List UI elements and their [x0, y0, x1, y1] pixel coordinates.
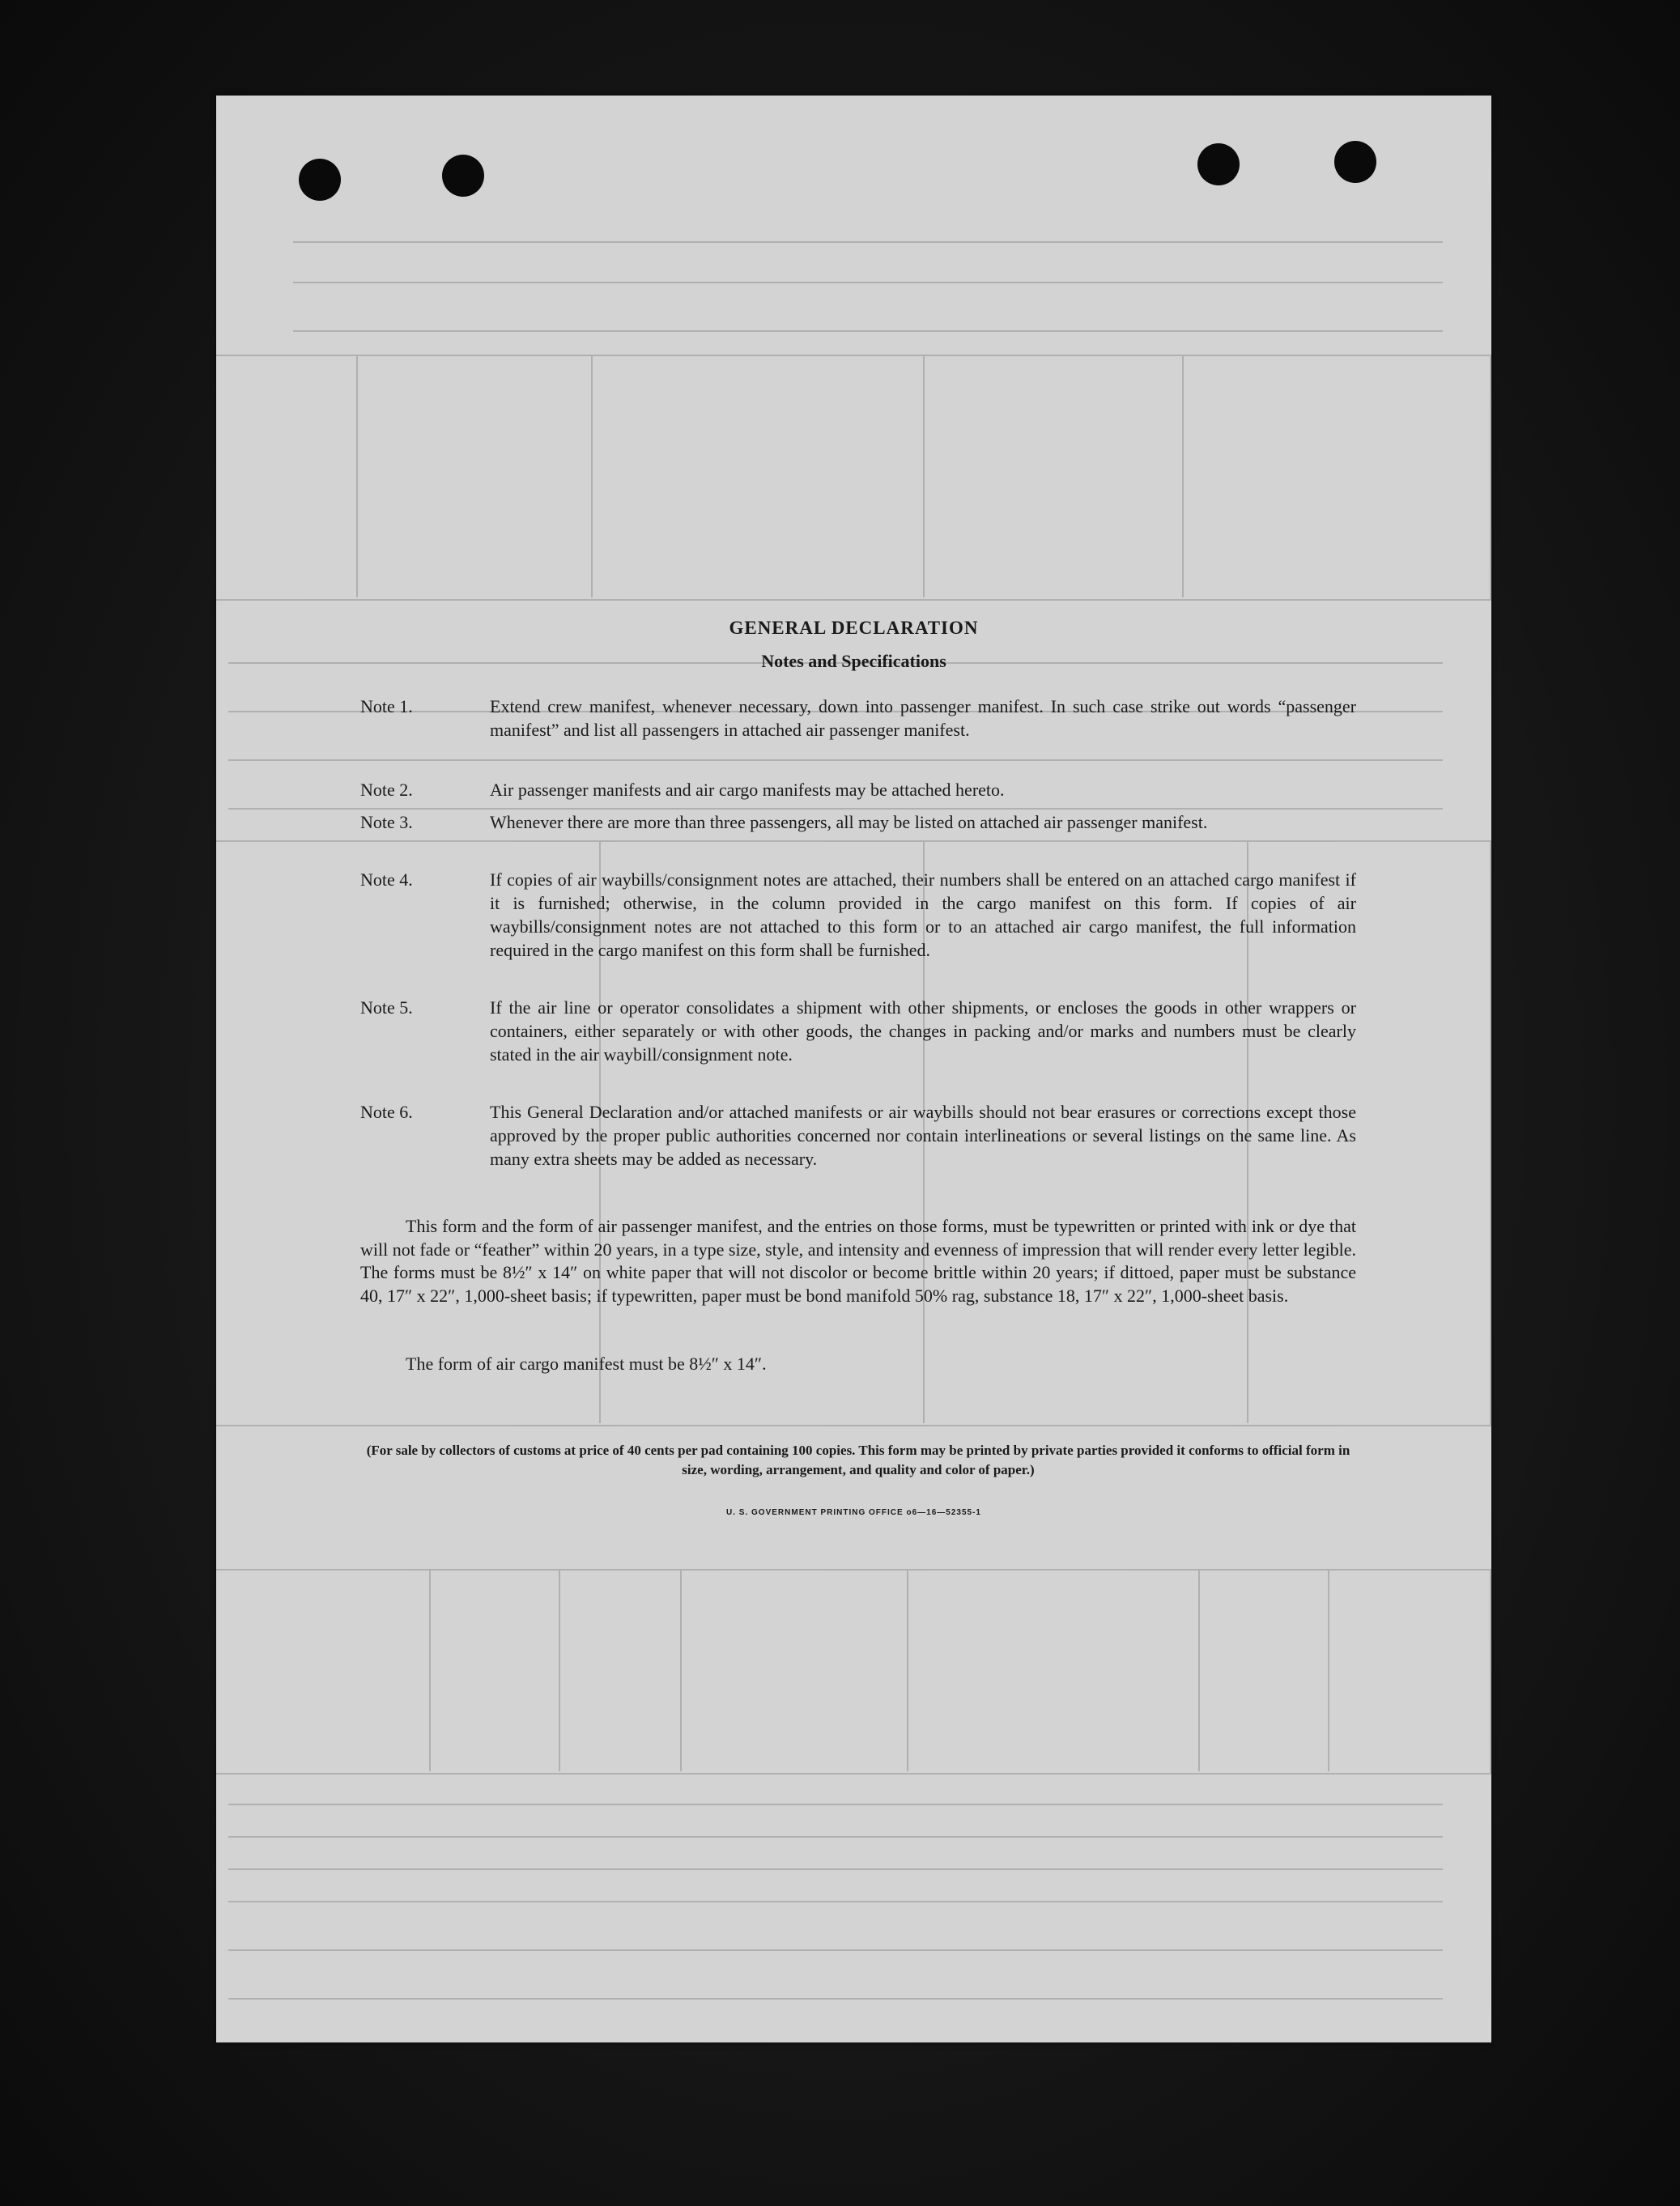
note-1-label: Note 1.: [360, 696, 413, 716]
form-requirements-paragraph: This form and the form of air passenger manifest, and the entries on those forms, must be typewritten or printed with ink or dye that will not fade or “feather” within 20 years, in a type size, style, and intensity and evenness of impression that will render every letter legible. The forms must be 8½″ x 14″ on white paper that will not discolor or become brittle within 20 years; if dittoed, paper must be substance 40, 17″ x 22″, 1,000-sheet basis; if typewritten, paper must be bond manifold 50% rag, substance 18, 17″ x 22″, 1,000-sheet basis.: [360, 1216, 1356, 1306]
sale-notice: (For sale by collectors of customs at price of 40 cents per pad containing 100 copies. This form may be printed by private parties provided it conforms to official form in size, wording, arrangement, and quality and color of paper.): [366, 1443, 1350, 1477]
note-6-label: Note 6.: [360, 1102, 413, 1122]
note-5: [360, 996, 1356, 1066]
note-6-text: This General Declaration and/or attached manifests or air waybills should not bear erasures or corrections except those approved by the proper public authorities concerned nor contain interlineations or several listings on the same line. As many extra sheets may be added as necessary.: [490, 1102, 1356, 1169]
note-3-label: Note 3.: [360, 812, 413, 832]
note-5-text: If the air line or operator consolidates a shipment with other shipments, or encloses the goods in other wrappers or containers, either separately or with other goods, the changes in packing and/or marks and numbers must be clearly stated in the air waybill/consignment note.: [490, 997, 1356, 1065]
note-4-text: If copies of air waybills/consignment notes are attached, their numbers shall be entered on an attached cargo manifest if it is furnished; otherwise, in the column provided in the cargo manifest on this form. If copies of air waybills/consignment notes are not attached to this form or to an attached air cargo manifest, the full information required in the cargo manifest on this form shall be furnished.: [490, 869, 1356, 960]
cargo-manifest-size-line: The form of air cargo manifest must be 8½″ x 14″.: [406, 1354, 767, 1374]
note-2-text: Air passenger manifests and air cargo manifests may be attached hereto.: [490, 780, 1005, 800]
note-2-label: Note 2.: [360, 780, 413, 800]
note-2: [360, 778, 1356, 801]
declaration-notes: [216, 96, 1491, 2042]
document-page: [216, 96, 1491, 2042]
note-3-text: Whenever there are more than three passengers, all may be listed on attached air passenger manifest.: [490, 812, 1208, 832]
document-title: GENERAL DECLARATION: [729, 618, 979, 638]
note-5-label: Note 5.: [360, 997, 413, 1018]
note-6: [360, 1100, 1356, 1171]
note-3: [360, 810, 1356, 834]
printing-office-imprint: U. S. GOVERNMENT PRINTING OFFICE o6—16—52355-1: [726, 1508, 981, 1517]
note-4: [360, 868, 1356, 962]
note-4-label: Note 4.: [360, 869, 413, 890]
note-1: [360, 695, 1356, 742]
note-1-text: Extend crew manifest, whenever necessary, down into passenger manifest. In such case strike out words “passenger manifest” and list all passengers in attached air passenger manifest.: [490, 696, 1356, 740]
document-subtitle: Notes and Specifications: [761, 651, 946, 671]
